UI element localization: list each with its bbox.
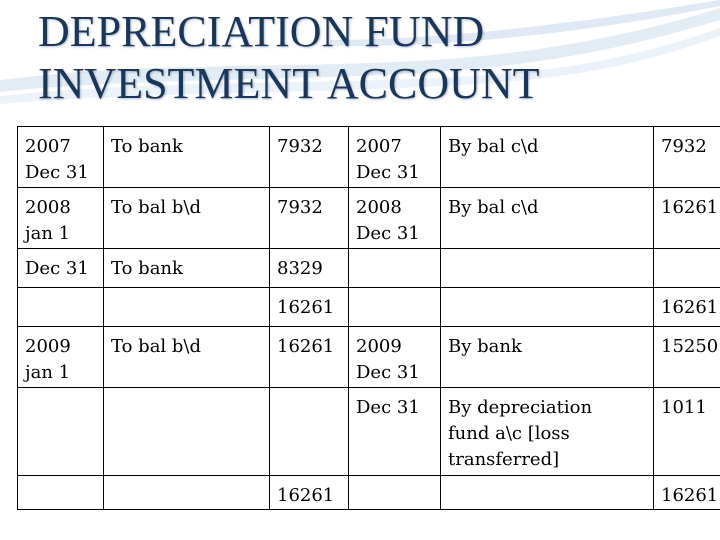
credit-particulars-cell [441,327,654,388]
page-title [38,6,540,110]
debit-particulars-text: To bal b\d [111,197,202,218]
debit-particulars-cell [104,327,270,388]
ledger-table [17,126,720,510]
ledger-row [18,327,720,388]
debit-date-line: 2009 [25,336,71,357]
title-line-1: DEPRECIATION FUND [38,7,485,56]
ledger-row [18,288,720,327]
credit-particulars-cell [441,388,654,476]
credit-date-cell [349,476,441,510]
debit-amount-text: 16261 [277,485,335,506]
ledger-row [18,388,720,476]
credit-date-cell [349,388,441,476]
debit-amount-text: 16261 [277,297,335,318]
credit-date-cell [349,188,441,249]
debit-date-cell [18,188,104,249]
debit-particulars-cell [104,249,270,288]
credit-amount-text: 1011 [661,397,707,418]
credit-particulars-text: By bal c\d [448,136,539,157]
debit-amount-text: 8329 [277,258,323,279]
credit-amount-cell [654,288,720,327]
debit-amount-text: 7932 [277,197,323,218]
debit-particulars-text: To bank [111,136,183,157]
debit-particulars-cell [104,288,270,327]
debit-date-line: jan 1 [25,223,71,244]
credit-particulars-text: By bank [448,336,522,357]
credit-amount-cell [654,476,720,510]
debit-date-cell [18,388,104,476]
credit-amount-cell [654,188,720,249]
debit-amount-cell [270,249,349,288]
debit-particulars-cell [104,388,270,476]
debit-particulars-cell [104,127,270,188]
credit-date-line: Dec 31 [356,162,420,183]
debit-date-line: Dec 31 [25,258,89,279]
credit-amount-cell [654,249,720,288]
credit-amount-cell [654,127,720,188]
debit-amount-cell [270,127,349,188]
debit-particulars-text: To bal b\d [111,336,202,357]
debit-particulars-cell [104,476,270,510]
credit-date-cell [349,327,441,388]
debit-date-line: jan 1 [25,362,71,383]
ledger-row [18,127,720,188]
debit-date-line: Dec 31 [25,162,89,183]
credit-particulars-line: By depreciation [448,397,593,418]
credit-particulars-cell [441,288,654,327]
credit-amount-cell [654,327,720,388]
credit-date-line: Dec 31 [356,362,420,383]
credit-amount-text: 15250 [661,336,719,357]
debit-amount-cell [270,327,349,388]
credit-amount-text: 16261 [661,485,719,506]
credit-date-line: 2008 [356,197,402,218]
credit-date-cell [349,249,441,288]
credit-particulars-cell [441,249,654,288]
debit-particulars-cell [104,188,270,249]
debit-amount-text: 7932 [277,136,323,157]
debit-date-cell [18,327,104,388]
credit-date-cell [349,288,441,327]
debit-date-line: 2007 [25,136,71,157]
ledger-row [18,188,720,249]
debit-date-cell [18,476,104,510]
credit-amount-text: 7932 [661,136,707,157]
credit-amount-text: 16261 [661,297,719,318]
credit-date-line: Dec 31 [356,397,420,418]
credit-particulars-cell [441,127,654,188]
credit-amount-text: 16261 [661,197,719,218]
debit-date-line: 2008 [25,197,71,218]
credit-particulars-text: By bal c\d [448,197,539,218]
debit-amount-cell [270,388,349,476]
credit-date-line: 2007 [356,136,402,157]
debit-particulars-text: To bank [111,258,183,279]
credit-date-cell [349,127,441,188]
debit-amount-cell [270,476,349,510]
ledger-row [18,476,720,510]
credit-particulars-cell [441,476,654,510]
credit-particulars-cell [441,188,654,249]
debit-date-cell [18,249,104,288]
credit-particulars-line: transferred] [448,449,560,470]
debit-amount-cell [270,188,349,249]
ledger-row [18,249,720,288]
credit-date-line: 2009 [356,336,402,357]
debit-amount-text: 16261 [277,336,335,357]
credit-amount-cell [654,388,720,476]
debit-date-cell [18,288,104,327]
credit-particulars-line: fund a\c [loss [448,423,570,444]
credit-date-line: Dec 31 [356,223,420,244]
title-line-2: INVESTMENT ACCOUNT [38,59,540,108]
debit-amount-cell [270,288,349,327]
debit-date-cell [18,127,104,188]
